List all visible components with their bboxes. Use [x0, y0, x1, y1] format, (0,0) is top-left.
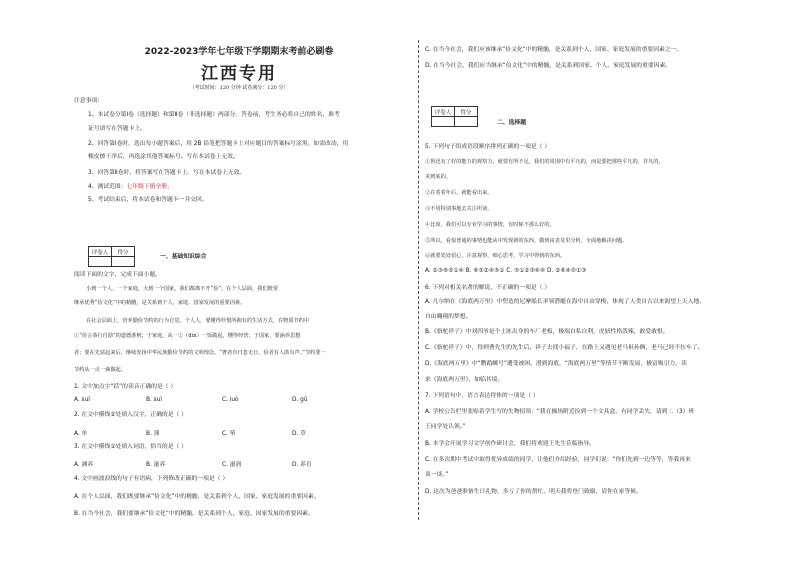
option[interactable]: A. 在个人层面，我们既要继承“俭文化”中的精髓，是关系到个人、国家、家庭发展的重要因素。: [74, 494, 320, 500]
option[interactable]: A. suí: [74, 397, 90, 403]
question: 5. 下列句子组成语段顺序排列正确的一项是（ ）: [425, 144, 551, 150]
question: 3. 在文中横线①处填入词语，恰当的是（ ）: [74, 444, 187, 450]
score-table: [431, 106, 478, 127]
option[interactable]: C. 滋润: [222, 462, 242, 468]
q6-line: 来《海底两万里》，如临其境。: [425, 377, 504, 383]
question: 2. 在文中横线②处填入汉字，正确的是（ ）: [74, 412, 187, 418]
option[interactable]: B. 滋养: [146, 462, 166, 468]
passage-line: ①“俭言恭行自励”的道德准则；于家庭，从一②（dìn）一饭做起，懂得经营；于国家，要涵养思想: [74, 333, 301, 339]
note-line: 证号填写在答题卡上。: [88, 126, 146, 132]
score-label-grader: 评卷人: [89, 247, 112, 257]
passage-intro: 阅读下面的文字，完成下面小题。: [74, 272, 161, 278]
option[interactable]: B. suì: [146, 397, 162, 403]
q7-line[interactable]: B. 本学会开展学习文学创作研讨会，我们将欢迎王先生莅临指导。: [425, 441, 595, 447]
option[interactable]: C. luò: [222, 397, 239, 403]
score-label-grader: 评卷人: [432, 107, 455, 117]
score-label-score: 得分: [455, 107, 478, 117]
score-cell: [89, 257, 112, 267]
score-cell: [455, 117, 478, 127]
passage-line: 者；要在先富起来后，继续发扬中华民族勤俭节约的文明理念。“奢者有日忽无日，俭者有人助有声。”节约要一: [74, 350, 326, 356]
left-column: [74, 0, 404, 562]
option[interactable]: D. gū: [292, 397, 308, 403]
exam-title: 2022-2023学年七年级下学期期末考前必刷卷: [144, 47, 334, 57]
question: 6. 下列对相关名著的解说，不正确的一项是（ ）: [425, 285, 551, 291]
question: 7. 下列语句中，语言表达得体的一项是（ ）: [425, 393, 539, 399]
passage-line: 在社会层面上，培养勤俭节约的行为自觉。个人人，要懂得珍惜所拥有的生活方式，在物质节约中: [86, 318, 310, 324]
option[interactable]: B. 簿: [146, 431, 160, 437]
option[interactable]: D. 养育: [292, 462, 312, 468]
q6-line[interactable]: A. 凡尔纳在《海底两万里》中塑造的尼摩船长率领潜艇在海中自由穿梭，体现了人类自古以来渴望上天入地、: [425, 299, 706, 305]
option[interactable]: A. 涵养: [74, 462, 94, 468]
passage-line: 继承优秀“俭文化”中的精髓，是关系到个人、家庭、国家发展的重要因素。: [74, 300, 246, 306]
section1-title: 一、基础知识综合: [160, 254, 207, 260]
option[interactable]: D. 草: [292, 431, 306, 437]
column-divider: [418, 40, 419, 520]
right-column: [425, 0, 755, 562]
q5-line: ⑥就要处处留心，注意观察，细心思考，学习中得到的东西。: [425, 253, 566, 259]
q5-line: ⑤所以，看似普通的事情也能从中发现新的东西，做到由表及里分析，全面地解决问题。: [425, 238, 628, 244]
question: 4. 文中画波浪线的句子有语病，下列修改正确的一项是（ ）: [74, 476, 229, 482]
exam-subtitle: 江西专用: [201, 64, 277, 84]
passage-line: 节约从一点一滴做起。: [74, 367, 126, 373]
option[interactable]: D. 在当今社会，我们应当继承“俭文化”中的精髓，是关系到国家、个人、家庭发展的重要因素。: [425, 63, 672, 69]
q7-line[interactable]: D. 这次为爸爸准备生日礼物，多亏了你的帮忙，明天我将登门致谢，请你在家等候。: [425, 489, 642, 495]
q5-line: 美到底的。: [425, 174, 451, 180]
notes-heading: 注意事项:: [74, 98, 100, 104]
q5-options[interactable]: A. ②③⑥⑤①④ B. ⑥③②④⑤① C. ⑤①②③⑥④ D. ②⑥④⑤①③: [425, 268, 587, 274]
note-line: 3、回答第Ⅱ卷时，将答案写在答题卡上。写在本试卷上无效。: [88, 170, 246, 176]
note-line: 1、本试卷分第Ⅰ卷（选择题）和第Ⅱ卷（非选择题）两部分。答卷前，考生务必将自己的姓名、准考: [88, 112, 340, 118]
score-cell: [432, 117, 455, 127]
q5-line: ①鲁迅有了好的能力的观察力，就要有所不足，我们的周围中有平凡的，而是要把那些平凡的，非凡的，: [425, 159, 664, 165]
score-table: [88, 246, 135, 267]
exam-meta: （考试时间：120 分钟 试卷满分：120 分）: [189, 85, 289, 91]
option[interactable]: A. 单: [74, 431, 88, 437]
question: 1. 文中加点字“括”的读音正确的是（ ）: [74, 384, 177, 390]
note-line: 5、考试结束后，将本试卷和答题卡一并交回。: [88, 197, 208, 203]
option[interactable]: C. 箪: [222, 431, 236, 437]
q5-line: ③不用特别事地去关注所读。: [425, 206, 493, 212]
q7-line[interactable]: A. 学校公告栏里张贴着学生写的失物招领：“我在操场附近捡到一个文具盒，有同学丢失，请到二（3）班: [425, 409, 695, 415]
option[interactable]: C. 在当今社会，我们应该继承“俭文化”中的精髓，是关系到个人、国家、家庭发展的重要因素之一。: [425, 47, 683, 53]
passage-line: 小到一个人、一个家庭，大到一个国家，我们都离不开“俭”。在个人层面，我们既要: [86, 286, 279, 292]
option[interactable]: B. 在当今社会，我们要继承“俭文化”中的精髓，是关系到个人、家庭、国家发展的重要因素。: [74, 511, 314, 517]
q6-line[interactable]: C.《骆驼祥子》中，得到曹先生的先生后，祥子去找小福子，在路上又遇见老马祖孙俩，老马已经不拉车了。: [425, 345, 704, 351]
q7-line: 王同学处认领。”: [425, 424, 466, 430]
q7-line: 谈一谈。”: [425, 472, 449, 478]
q6-line[interactable]: B.《骆驼祥子》中刘四爷是个土匪出身的车厂老板，极端自私自利，虎妞性格泼辣，敢爱敢恨。: [425, 329, 669, 335]
note-line: 4、测试范围：七年级下册全册。: [88, 184, 173, 190]
section2-title: 二、选择题: [497, 120, 526, 126]
q6-line: 自由翱翔的梦想。: [425, 314, 472, 320]
q7-line[interactable]: C. 在多次期中考试中取得优异成绩的同学，让他们介绍经验，同学们说：“你们先到一边等等，等我再来: [425, 457, 691, 463]
note-line: 2、回答第Ⅰ卷时，选出每小题答案后，用 2B 铅笔把答题卡上对应题目的答案标号涂黑。如需改动，用: [88, 141, 349, 147]
q6-line[interactable]: D.《海底两万里》中“鹦鹉螺号”遭受被困，潜到海底，“海底两万里”等情节不断发展，极富吸引力。读: [425, 361, 687, 367]
note-line: 橡皮擦干净后，再选涂其他答案标号。写在本试卷上无效。: [88, 154, 239, 160]
scope-red: 七年级下册全册。: [126, 184, 173, 190]
q5-line: ②在着着年后，就能看出来。: [425, 190, 493, 196]
score-cell: [112, 257, 135, 267]
q5-line: ④比如，我们可以专业学习的事情，有时候不那么好的。: [425, 222, 555, 228]
score-label-score: 得分: [112, 247, 135, 257]
